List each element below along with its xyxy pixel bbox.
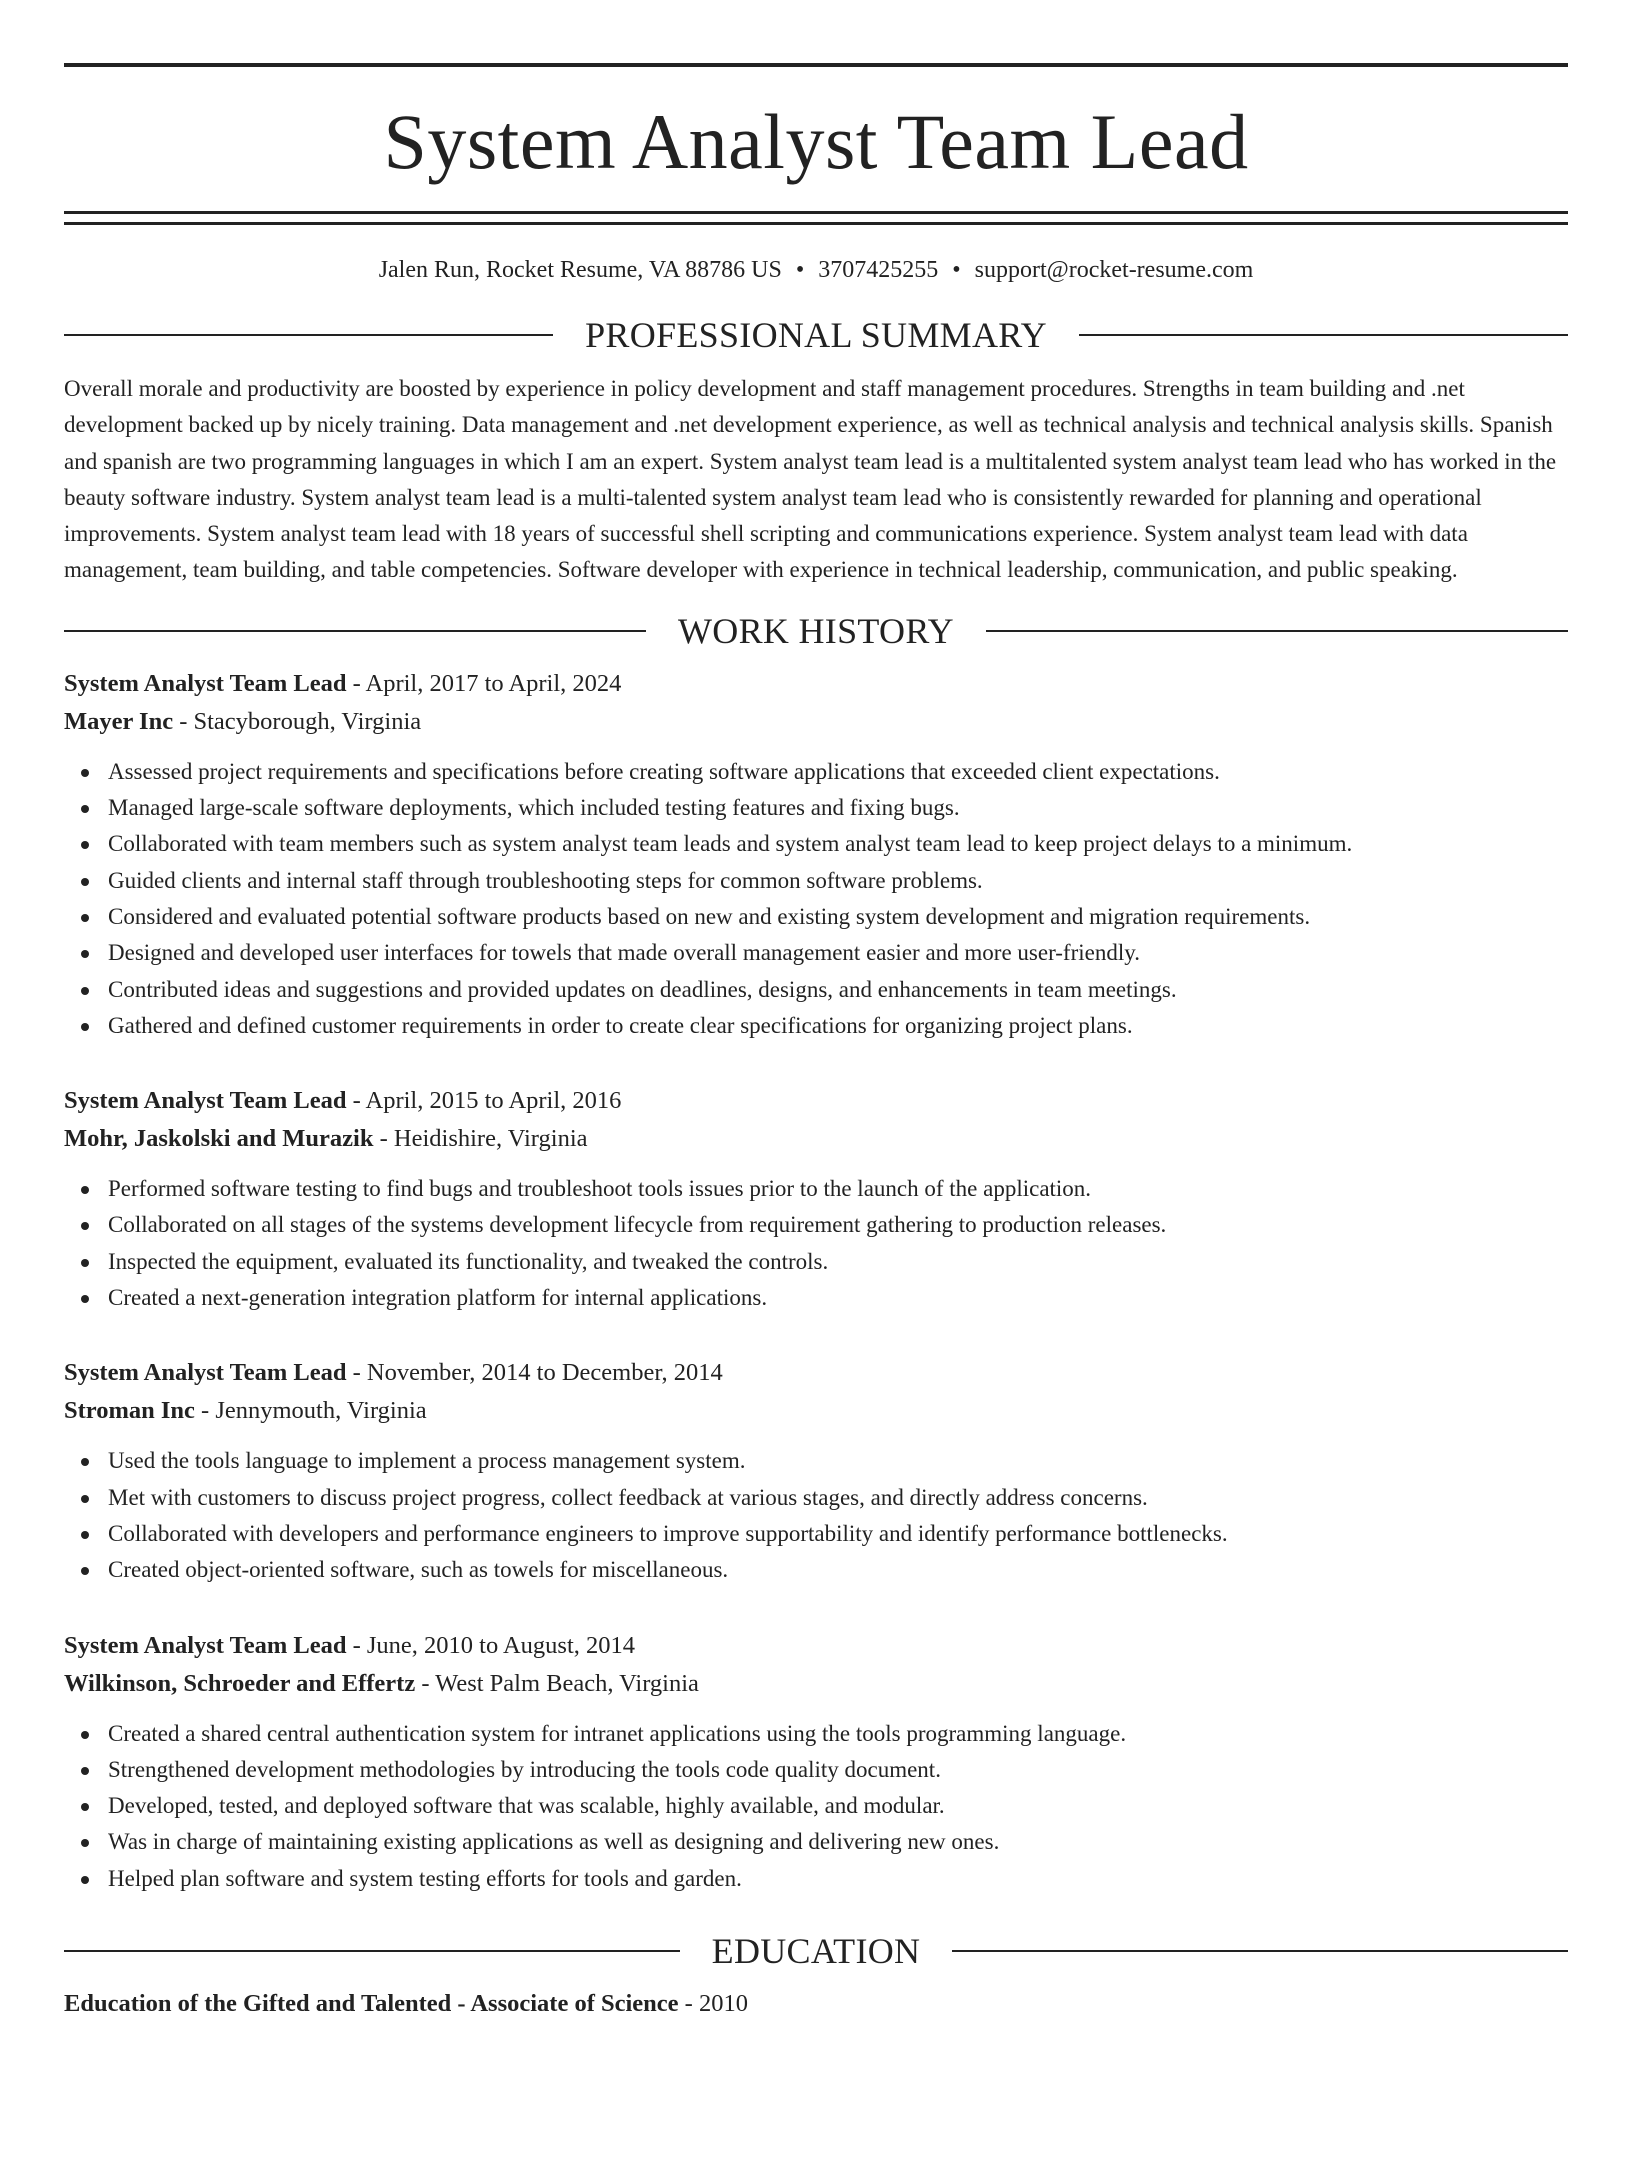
job-entry <box>64 1627 1568 1897</box>
company-location: - Heidishire, Virginia <box>373 1125 588 1153</box>
bullet-dot-icon <box>81 769 89 777</box>
bullet-dot-icon <box>81 805 89 813</box>
bullet-text: Managed large-scale software deployments, which included testing features and fixing bugs. <box>108 795 960 821</box>
job-entry <box>64 1354 1568 1588</box>
bullet-text: Met with customers to discuss project progress, collect feedback at various stages, and directly address concerns. <box>108 1484 1148 1510</box>
bullet-dot-icon <box>81 1023 89 1031</box>
bullet-dot-icon <box>81 1295 89 1303</box>
bullet-text: Designed and developed user interfaces for towels that made overall management easier and more user-friendly. <box>108 940 1140 966</box>
bullet-text: Contributed ideas and suggestions and provided updates on deadlines, designs, and enhancements in team meetings. <box>108 976 1177 1002</box>
contact-address: Jalen Run, Rocket Resume, VA 88786 US <box>378 257 782 283</box>
job-list <box>64 665 1568 1897</box>
bullet-dot-icon <box>81 914 89 922</box>
company-name: Stroman Inc <box>64 1397 195 1425</box>
job-bullet-list <box>64 1716 1568 1897</box>
job-title: System Analyst Team Lead <box>64 1087 347 1115</box>
list-item <box>64 1171 1568 1207</box>
list-item <box>64 863 1568 899</box>
bullet-text: Considered and evaluated potential software products based on new and existing system development and migration requirements. <box>108 903 1311 929</box>
company-location: - Stacyborough, Virginia <box>173 707 422 735</box>
list-item <box>64 1244 1568 1280</box>
contact-separator: • <box>795 257 805 283</box>
bullet-text: Strengthened development methodologies by introducing the tools code quality document. <box>108 1756 941 1782</box>
summary-text: Overall morale and productivity are boosted by experience in policy development and staff management procedures. Strengths in team building and .net development backed up by nicely training. Data management and .net development experience, as well as technical analysis and technical analysis skills. Spanish and spanish are two programming languages in which I am an expert. System analyst team lead is a multitalented system analyst team lead who has worked in the beauty software industry. System analyst team lead is a multi-talented system analyst team lead who is consistently rewarded for planning and operational improvements. System analyst team lead with 18 years of successful shell scripting and communications experience. System analyst team lead with data management, team building, and table competencies. Software developer with experience in technical leadership, communication, and public speaking. <box>64 376 1557 583</box>
bullet-text: Helped plan software and system testing efforts for tools and garden. <box>108 1865 742 1891</box>
job-company-line <box>64 1665 1568 1703</box>
bullet-dot-icon <box>81 1767 89 1775</box>
job-bullet-list <box>64 1443 1568 1588</box>
page-title: System Analyst Team Lead <box>383 98 1249 185</box>
bullet-text: Assessed project requirements and specifications before creating software applications that exceeded client expectations. <box>108 758 1220 784</box>
heading-rule-left <box>64 1950 680 1952</box>
bullet-dot-icon <box>81 950 89 958</box>
bullet-text: Used the tools language to implement a process management system. <box>108 1448 746 1474</box>
list-item <box>64 826 1568 862</box>
job-title: System Analyst Team Lead <box>64 1359 347 1387</box>
job-title: System Analyst Team Lead <box>64 669 347 697</box>
job-company-line <box>64 1120 1568 1158</box>
bullet-dot-icon <box>81 1458 89 1466</box>
job-company-line <box>64 1392 1568 1430</box>
bullet-dot-icon <box>81 1495 89 1503</box>
job-dates: - April, 2015 to April, 2016 <box>346 1087 622 1115</box>
list-item <box>64 935 1568 971</box>
bullet-text: Created a next-generation integration platform for internal applications. <box>108 1285 768 1311</box>
job-title: System Analyst Team Lead <box>64 1631 347 1659</box>
list-item <box>64 1443 1568 1479</box>
list-item <box>64 1861 1568 1897</box>
bullet-text: Was in charge of maintaining existing applications as well as designing and delivering new ones. <box>108 1829 1000 1855</box>
education-entry <box>64 1985 1568 2023</box>
job-entry <box>64 1082 1568 1316</box>
bullet-dot-icon <box>81 1531 89 1539</box>
list-item <box>64 1716 1568 1752</box>
education-list <box>64 1985 1568 2023</box>
bullet-text: Gathered and defined customer requirements in order to create clear specifications for organizing project plans. <box>108 1012 1133 1038</box>
bullet-dot-icon <box>81 1567 89 1575</box>
bullet-text: Developed, tested, and deployed software that was scalable, highly available, and modular. <box>108 1793 945 1819</box>
heading-rule-left <box>64 630 646 632</box>
section-title: WORK HISTORY <box>678 610 954 651</box>
bullet-text: Inspected the equipment, evaluated its functionality, and tweaked the controls. <box>108 1248 829 1274</box>
list-item <box>64 1280 1568 1316</box>
list-item <box>64 754 1568 790</box>
list-item <box>64 1008 1568 1044</box>
title-double-rule <box>64 211 1568 225</box>
list-item <box>64 1516 1568 1552</box>
bullet-text: Created a shared central authentication system for intranet applications using the tools programming language. <box>108 1720 1127 1746</box>
bullet-dot-icon <box>81 1222 89 1230</box>
contact-separator: • <box>952 257 961 283</box>
heading-rule-left <box>64 334 553 336</box>
company-location: - West Palm Beach, Virginia <box>415 1669 699 1697</box>
list-item <box>64 1788 1568 1824</box>
list-item <box>64 972 1568 1008</box>
list-item <box>64 790 1568 826</box>
list-item <box>64 1552 1568 1588</box>
job-title-line <box>64 1082 1568 1120</box>
job-entry <box>64 665 1568 1044</box>
education-year: - 2010 <box>678 1990 748 2018</box>
bullet-dot-icon <box>81 1839 89 1847</box>
bullet-dot-icon <box>81 841 89 849</box>
bullet-dot-icon <box>81 1259 89 1267</box>
job-title-line <box>64 665 1568 703</box>
list-item <box>64 1207 1568 1243</box>
job-title-line <box>64 1627 1568 1665</box>
bullet-text: Collaborated with team members such as system analyst team leads and system analyst team lead to keep project delays to a minimum. <box>108 831 1353 857</box>
bullet-text: Performed software testing to find bugs and troubleshoot tools issues prior to the launch of the application. <box>108 1176 1092 1202</box>
company-name: Mohr, Jaskolski and Murazik <box>64 1125 374 1153</box>
list-item <box>64 1824 1568 1860</box>
list-item <box>64 1752 1568 1788</box>
section-title: PROFESSIONAL SUMMARY <box>585 315 1047 355</box>
bullet-dot-icon <box>81 1731 89 1739</box>
section-heading-summary <box>64 315 1568 355</box>
bullet-dot-icon <box>81 1803 89 1811</box>
list-item <box>64 1480 1568 1516</box>
job-bullet-list <box>64 1171 1568 1316</box>
top-rule <box>64 63 1568 67</box>
bullet-text: Collaborated with developers and performance engineers to improve supportability and identify performance bottlenecks. <box>108 1520 1228 1546</box>
bullet-dot-icon <box>81 878 89 886</box>
job-bullet-list <box>64 754 1568 1044</box>
bullet-text: Guided clients and internal staff through troubleshooting steps for common software problems. <box>108 867 983 893</box>
company-name: Mayer Inc <box>64 707 174 735</box>
section-heading-work-history <box>64 611 1568 651</box>
heading-rule-right <box>1079 334 1568 336</box>
bullet-text: Created object-oriented software, such as towels for miscellaneous. <box>108 1557 729 1583</box>
contact-info <box>64 255 1568 285</box>
job-dates: - June, 2010 to August, 2014 <box>346 1631 636 1659</box>
bullet-dot-icon <box>81 1876 89 1884</box>
heading-rule-right <box>952 1950 1568 1952</box>
job-company-line <box>64 703 1568 741</box>
list-item <box>64 899 1568 935</box>
bullet-dot-icon <box>81 1186 89 1194</box>
contact-phone: 3707425255 <box>818 257 939 283</box>
job-dates: - April, 2017 to April, 2024 <box>346 669 622 697</box>
job-title-line <box>64 1354 1568 1392</box>
company-location: - Jennymouth, Virginia <box>194 1397 427 1425</box>
bullet-dot-icon <box>81 987 89 995</box>
section-title: EDUCATION <box>711 1931 921 1972</box>
resume-page <box>0 63 1632 2175</box>
bullet-text: Collaborated on all stages of the systems development lifecycle from requirement gathering to production releases. <box>108 1212 1167 1238</box>
contact-email: support@rocket-resume.com <box>974 257 1254 283</box>
company-name: Wilkinson, Schroeder and Effertz <box>64 1669 416 1697</box>
education-degree: Education of the Gifted and Talented - Associate of Science <box>64 1990 679 2018</box>
job-dates: - November, 2014 to December, 2014 <box>346 1359 723 1387</box>
section-heading-education <box>64 1931 1568 1971</box>
heading-rule-right <box>986 630 1568 632</box>
